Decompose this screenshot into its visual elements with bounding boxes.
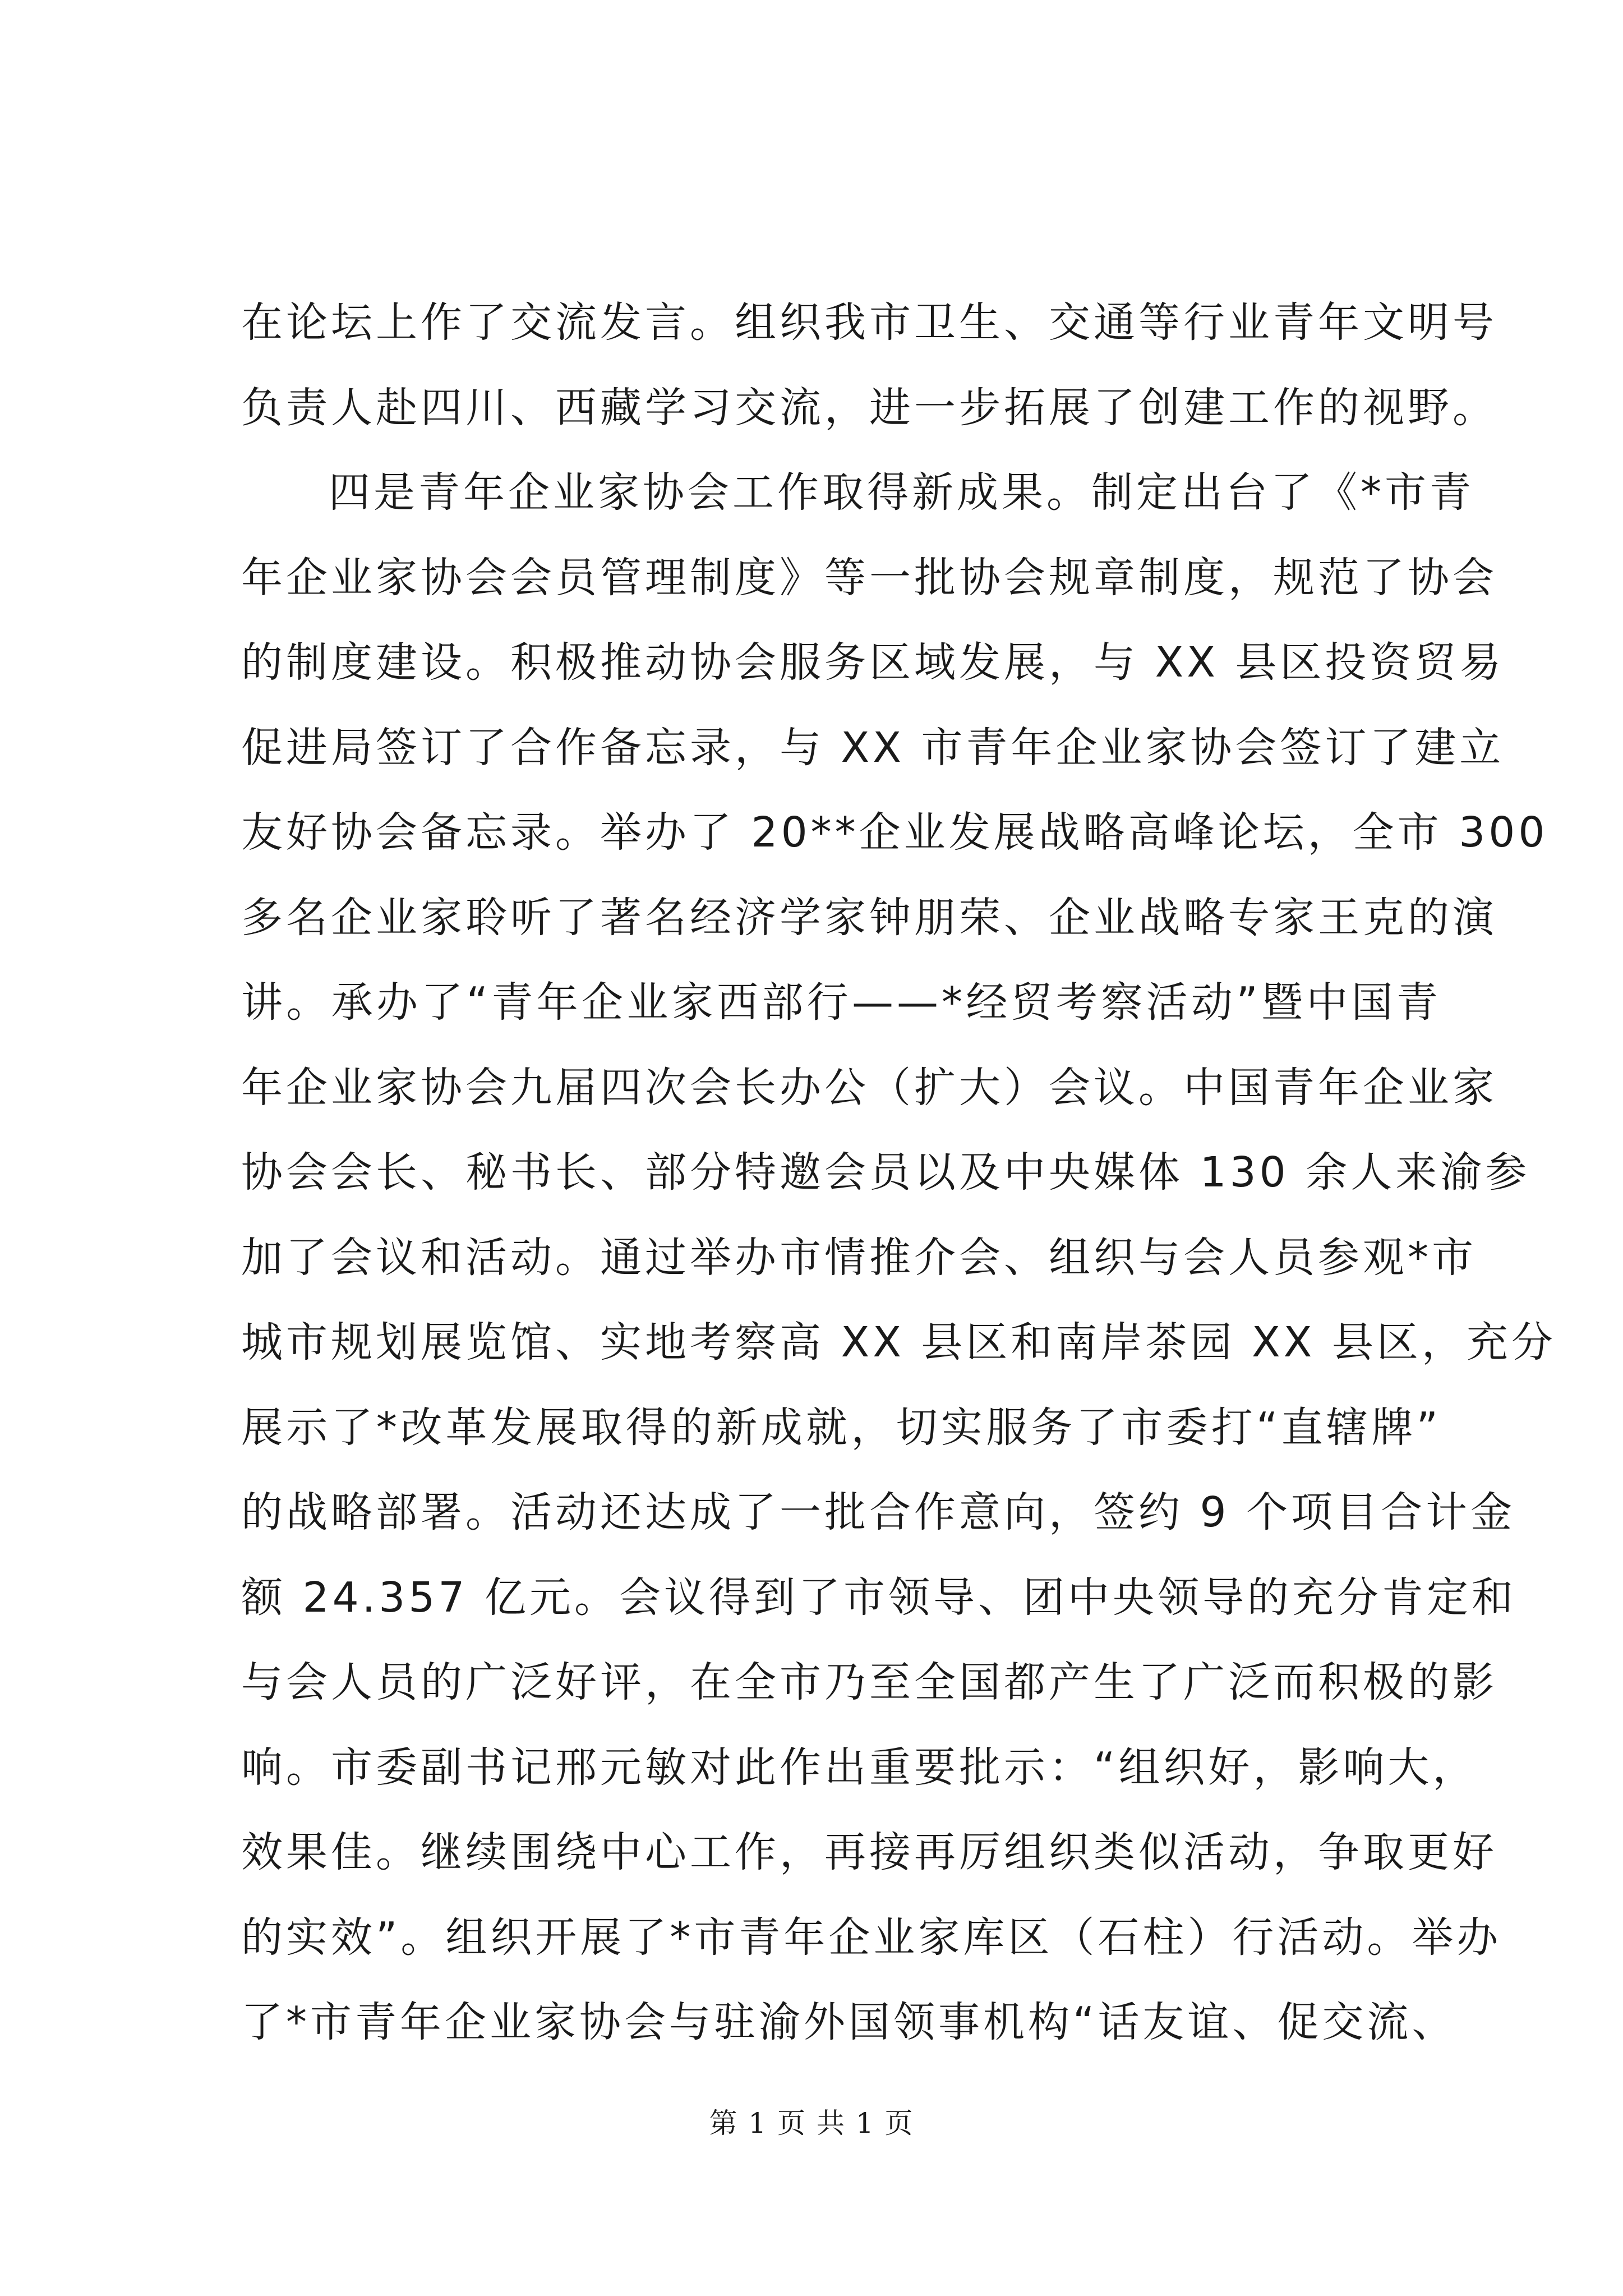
text-line: 城市规划展览馆、实地考察高 XX 县区和南岸茶园 XX 县区，充分 — [241, 1318, 1556, 1366]
text-line: 额 24.357 亿元。会议得到了市领导、团中央领导的充分肯定和 — [241, 1573, 1516, 1622]
text-line: 加了会议和活动。通过举办市情推介会、组织与会人员参观*市 — [241, 1233, 1477, 1282]
text-line: 在论坛上作了交流发言。组织我市卫生、交通等行业青年文明号 — [241, 298, 1497, 347]
document-body — [241, 280, 1556, 2065]
text-line: 多名企业家聆听了著名经济学家钟朋荣、企业战略专家王克的演 — [241, 893, 1497, 942]
text-line: 友好协会备忘录。举办了 20**企业发展战略高峰论坛，全市 300 — [241, 808, 1548, 857]
text-line: 了*市青年企业家协会与驻渝外国领事机构“话友谊、促交流、 — [241, 1998, 1457, 2046]
paragraph-start-line: 四是青年企业家协会工作取得新成果。制定出台了《*市青 — [329, 468, 1474, 517]
text-line: 与会人员的广泛好评，在全市乃至全国都产生了广泛而积极的影 — [241, 1658, 1497, 1706]
text-line: 讲。承办了“青年企业家西部行——*经贸考察活动”暨中国青 — [241, 978, 1441, 1027]
text-line: 负责人赴四川、西藏学习交流，进一步拓展了创建工作的视野。 — [241, 383, 1497, 432]
text-line: 展示了*改革发展取得的新成就，切实服务了市委打“直辖牌” — [241, 1403, 1441, 1452]
text-line: 年企业家协会会员管理制度》等一批协会规章制度，规范了协会 — [241, 553, 1497, 602]
text-line: 促进局签订了合作备忘录，与 XX 市青年企业家协会签订了建立 — [241, 723, 1505, 772]
text-line: 的战略部署。活动还达成了一批合作意向，签约 9 个项目合计金 — [241, 1488, 1516, 1536]
text-line: 的制度建设。积极推动协会服务区域发展，与 XX 县区投资贸易 — [241, 638, 1505, 687]
text-line: 效果佳。继续围绕中心工作，再接再厉组织类似活动，争取更好 — [241, 1828, 1497, 1876]
text-line: 的实效”。组织开展了*市青年企业家库区（石柱）行活动。举办 — [241, 1913, 1502, 1962]
text-line: 协会会长、秘书长、部分特邀会员以及中央媒体 130 余人来渝参 — [241, 1148, 1530, 1197]
text-line: 年企业家协会九届四次会长办公（扩大）会议。中国青年企业家 — [241, 1063, 1497, 1112]
page-footer: 第 1 页 共 1 页 — [709, 2107, 914, 2139]
text-line: 响。市委副书记邢元敏对此作出重要批示：“组织好，影响大， — [241, 1743, 1478, 1792]
